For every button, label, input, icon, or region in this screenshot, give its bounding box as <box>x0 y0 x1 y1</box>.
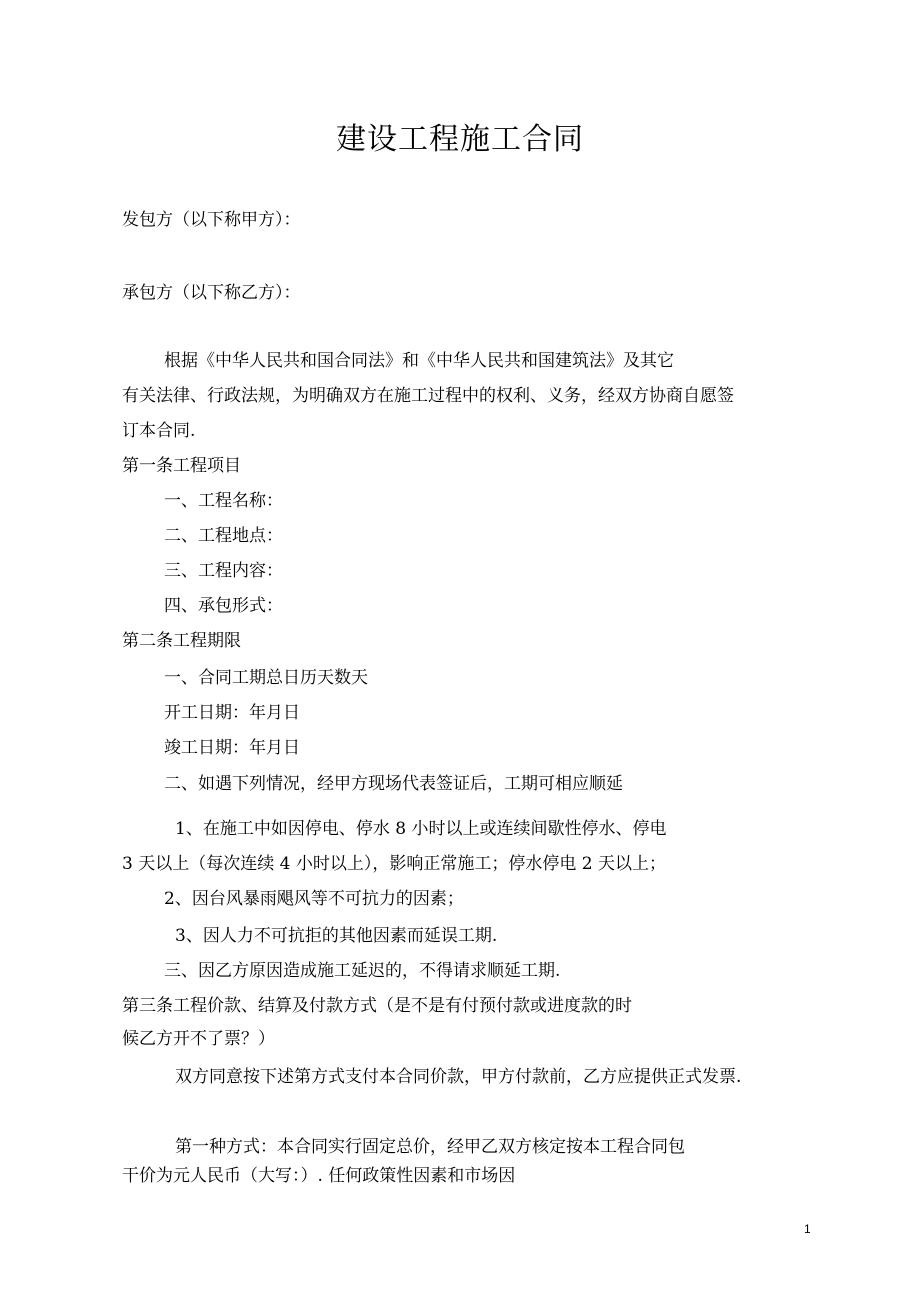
article1-item-project-content: 三、工程内容： <box>164 561 283 581</box>
article1-item-project-name: 一、工程名称： <box>164 491 283 511</box>
employer-party-line: 发包方（以下称甲方）： <box>122 210 301 230</box>
article3-method1-line2: 干价为元人民币（大写：）. 任何政策性因素和市场因 <box>122 1166 516 1186</box>
article1-heading: 第一条工程项目 <box>122 456 241 476</box>
article2-case3: 3、因人力不可抗拒的其他因素而延误工期. <box>175 926 498 946</box>
article2-end-date: 竣工日期：年月日 <box>164 738 300 758</box>
document-title: 建设工程施工合同 <box>336 122 584 157</box>
article3-heading-line1: 第三条工程价款、结算及付款方式（是不是有付预付款或进度款的时 <box>122 996 632 1016</box>
article3-method1-line1: 第一种方式：本合同实行固定总价，经甲乙双方核定按本工程合同包 <box>175 1137 685 1157</box>
article2-start-date: 开工日期：年月日 <box>164 703 300 723</box>
page-number: 1 <box>804 1222 811 1236</box>
preamble-line-3: 订本合同. <box>122 421 196 441</box>
article2-no-extension: 三、因乙方原因造成施工延迟的，不得请求顺延工期. <box>164 961 561 981</box>
article2-extension: 二、如遇下列情况，经甲方现场代表签证后，工期可相应顺延 <box>164 774 623 794</box>
preamble-line-1: 根据《中华人民共和国合同法》和《中华人民共和国建筑法》及其它 <box>164 351 674 371</box>
contractor-party-line: 承包方（以下称乙方）： <box>122 283 301 303</box>
article2-case1-line2: 3 天以上（每次连续 4 小时以上），影响正常施工；停水停电 2 天以上； <box>122 854 666 874</box>
preamble-line-2: 有关法律、行政法规，为明确双方在施工过程中的权利、义务，经双方协商自愿签 <box>122 386 734 406</box>
article3-payment-intro: 双方同意按下述第方式支付本合同价款，甲方付款前，乙方应提供正式发票. <box>175 1067 742 1087</box>
article1-item-project-location: 二、工程地点： <box>164 526 283 546</box>
article3-heading-line2: 候乙方开不了票？） <box>122 1029 275 1049</box>
article2-case1-line1: 1、在施工中如因停电、停水 8 小时以上或连续间歇性停水、停电 <box>175 819 667 839</box>
article2-case2: 2、因台风暴雨飓风等不可抗力的因素； <box>164 889 464 909</box>
article1-item-contract-form: 四、承包形式： <box>164 596 283 616</box>
article2-duration: 一、合同工期总日历天数天 <box>164 668 368 688</box>
article2-heading: 第二条工程期限 <box>122 631 241 651</box>
